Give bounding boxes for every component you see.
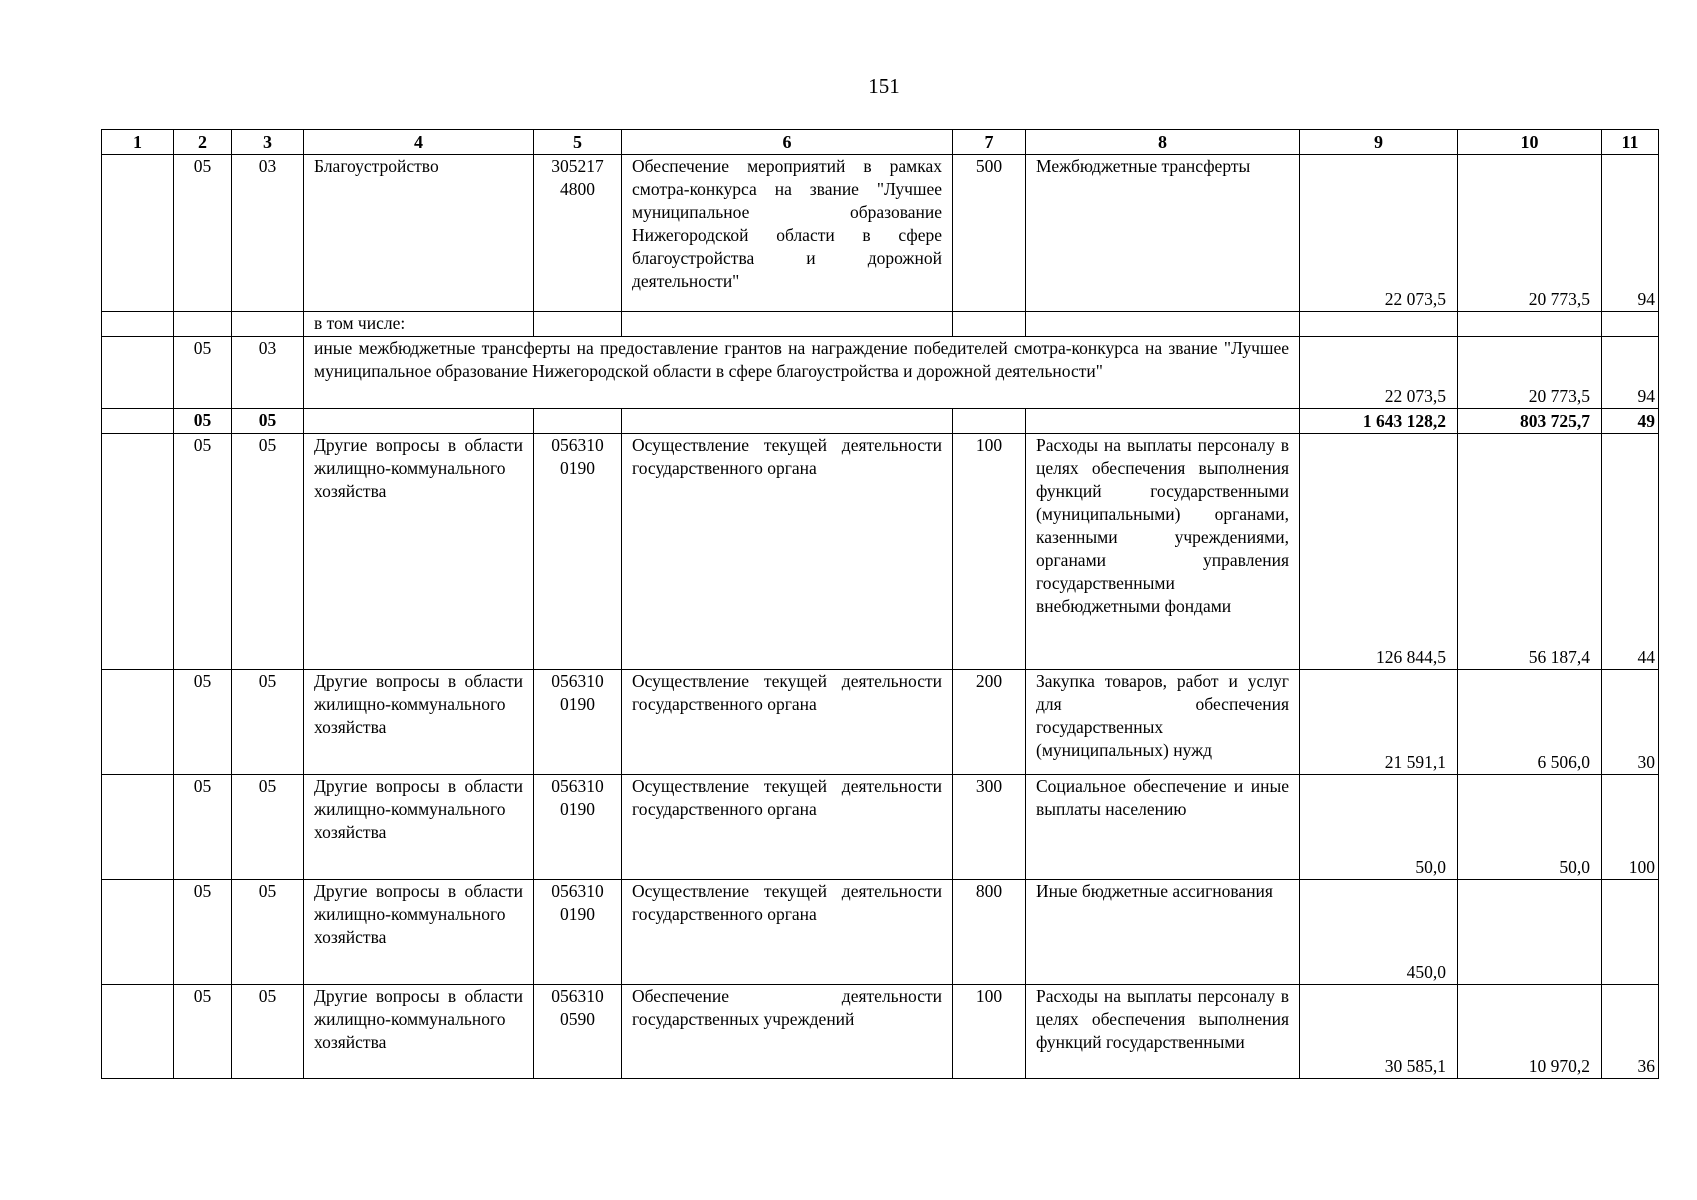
section-code: 05 [174, 409, 232, 434]
expense-type-code: 100 [953, 985, 1026, 1079]
subsection-code: 05 [232, 775, 304, 880]
section-name: Другие вопросы в области жилищно-коммунального хозяйства [304, 670, 534, 775]
table-row [102, 985, 1659, 1079]
col-header: 1 [102, 130, 174, 155]
subsection-code: 03 [232, 337, 304, 409]
section-code: 05 [174, 775, 232, 880]
planned-amount: 450,0 [1300, 880, 1458, 985]
section-code: 05 [174, 985, 232, 1079]
execution-percent: 100 [1602, 775, 1659, 880]
planned-amount: 22 073,5 [1300, 337, 1458, 409]
expense-type-name: Социальное обеспечение и иные выплаты населению [1026, 775, 1300, 880]
target-article-code: 305217 4800 [534, 155, 622, 312]
executed-amount: 56 187,4 [1458, 434, 1602, 670]
target-article-code: 056310 0190 [534, 670, 622, 775]
expense-purpose: Осуществление текущей деятельности государственного органа [622, 775, 953, 880]
planned-amount: 50,0 [1300, 775, 1458, 880]
section-name: Другие вопросы в области жилищно-коммунального хозяйства [304, 434, 534, 670]
planned-amount: 1 643 128,2 [1300, 409, 1458, 434]
executed-amount: 803 725,7 [1458, 409, 1602, 434]
section-name: Другие вопросы в области жилищно-коммунального хозяйства [304, 985, 534, 1079]
section-code: 05 [174, 434, 232, 670]
section-name: Благоустройство [304, 155, 534, 312]
target-article-code: 056310 0190 [534, 880, 622, 985]
table-row [102, 337, 1659, 409]
table-row [102, 670, 1659, 775]
subsection-code: 05 [232, 880, 304, 985]
executed-amount: 50,0 [1458, 775, 1602, 880]
table-row [102, 312, 1659, 337]
expense-type-name: Межбюджетные трансферты [1026, 155, 1300, 312]
section-name: Другие вопросы в области жилищно-коммунального хозяйства [304, 880, 534, 985]
col-header: 7 [953, 130, 1026, 155]
expense-type-code: 100 [953, 434, 1026, 670]
table-row [102, 434, 1659, 670]
expense-purpose: Обеспечение мероприятий в рамках смотра-конкурса на звание "Лучшее муниципальное образование Нижегородской области в сфере благоустройства и дорожной деятельности" [622, 155, 953, 312]
budget-table [101, 129, 1659, 1079]
subsection-code: 05 [232, 409, 304, 434]
expense-type-code: 200 [953, 670, 1026, 775]
section-name: Другие вопросы в области жилищно-коммунального хозяйства [304, 775, 534, 880]
col-header: 2 [174, 130, 232, 155]
subsection-code: 05 [232, 434, 304, 670]
table-row [102, 155, 1659, 312]
expense-type-code: 500 [953, 155, 1026, 312]
including-label: в том числе: [304, 312, 534, 337]
subtotal-row [102, 409, 1659, 434]
planned-amount: 22 073,5 [1300, 155, 1458, 312]
col-header: 9 [1300, 130, 1458, 155]
section-code: 05 [174, 155, 232, 312]
executed-amount: 6 506,0 [1458, 670, 1602, 775]
expense-type-code: 300 [953, 775, 1026, 880]
expense-type-name: Расходы на выплаты персоналу в целях обеспечения выполнения функций государственными [1026, 985, 1300, 1079]
table-row [102, 880, 1659, 985]
executed-amount: 20 773,5 [1458, 155, 1602, 312]
execution-percent: 30 [1602, 670, 1659, 775]
executed-amount: 10 970,2 [1458, 985, 1602, 1079]
execution-percent: 94 [1602, 155, 1659, 312]
col-header: 10 [1458, 130, 1602, 155]
target-article-code: 056310 0190 [534, 434, 622, 670]
execution-percent: 49 [1602, 409, 1659, 434]
target-article-code: 056310 0190 [534, 775, 622, 880]
expense-type-name: Иные бюджетные ассигнования [1026, 880, 1300, 985]
col-header: 5 [534, 130, 622, 155]
col-header: 4 [304, 130, 534, 155]
section-code: 05 [174, 670, 232, 775]
expense-purpose: Осуществление текущей деятельности государственного органа [622, 434, 953, 670]
expense-purpose: Осуществление текущей деятельности государственного органа [622, 880, 953, 985]
subsection-code: 05 [232, 985, 304, 1079]
page-number: 151 [868, 74, 900, 98]
col-header: 6 [622, 130, 953, 155]
subsection-code: 03 [232, 155, 304, 312]
col-header: 3 [232, 130, 304, 155]
target-article-code: 056310 0590 [534, 985, 622, 1079]
table-row [102, 775, 1659, 880]
planned-amount: 126 844,5 [1300, 434, 1458, 670]
execution-percent: 36 [1602, 985, 1659, 1079]
planned-amount: 30 585,1 [1300, 985, 1458, 1079]
expense-type-code: 800 [953, 880, 1026, 985]
executed-amount: 20 773,5 [1458, 337, 1602, 409]
expense-type-name: Расходы на выплаты персоналу в целях обеспечения выполнения функций государственными (муниципальными) органами, казенными учреждениями, органами управления государственными внебюджетными фондами [1026, 434, 1300, 670]
execution-percent: 44 [1602, 434, 1659, 670]
execution-percent [1602, 880, 1659, 985]
expense-type-name: Закупка товаров, работ и услуг для обеспечения государственных (муниципальных) нужд [1026, 670, 1300, 775]
expense-purpose: Обеспечение деятельности государственных учреждений [622, 985, 953, 1079]
col-header: 8 [1026, 130, 1300, 155]
expense-purpose: Осуществление текущей деятельности государственного органа [622, 670, 953, 775]
section-code: 05 [174, 337, 232, 409]
section-code: 05 [174, 880, 232, 985]
execution-percent: 94 [1602, 337, 1659, 409]
executed-amount [1458, 880, 1602, 985]
transfer-description: иные межбюджетные трансферты на предоставление грантов на награждение победителей смотра-конкурса на звание "Лучшее муниципальное образование Нижегородской области в сфере благоустройства и дорожной деятельности" [304, 337, 1300, 409]
col-header: 11 [1602, 130, 1659, 155]
header-row [102, 130, 1659, 155]
subsection-code: 05 [232, 670, 304, 775]
planned-amount: 21 591,1 [1300, 670, 1458, 775]
